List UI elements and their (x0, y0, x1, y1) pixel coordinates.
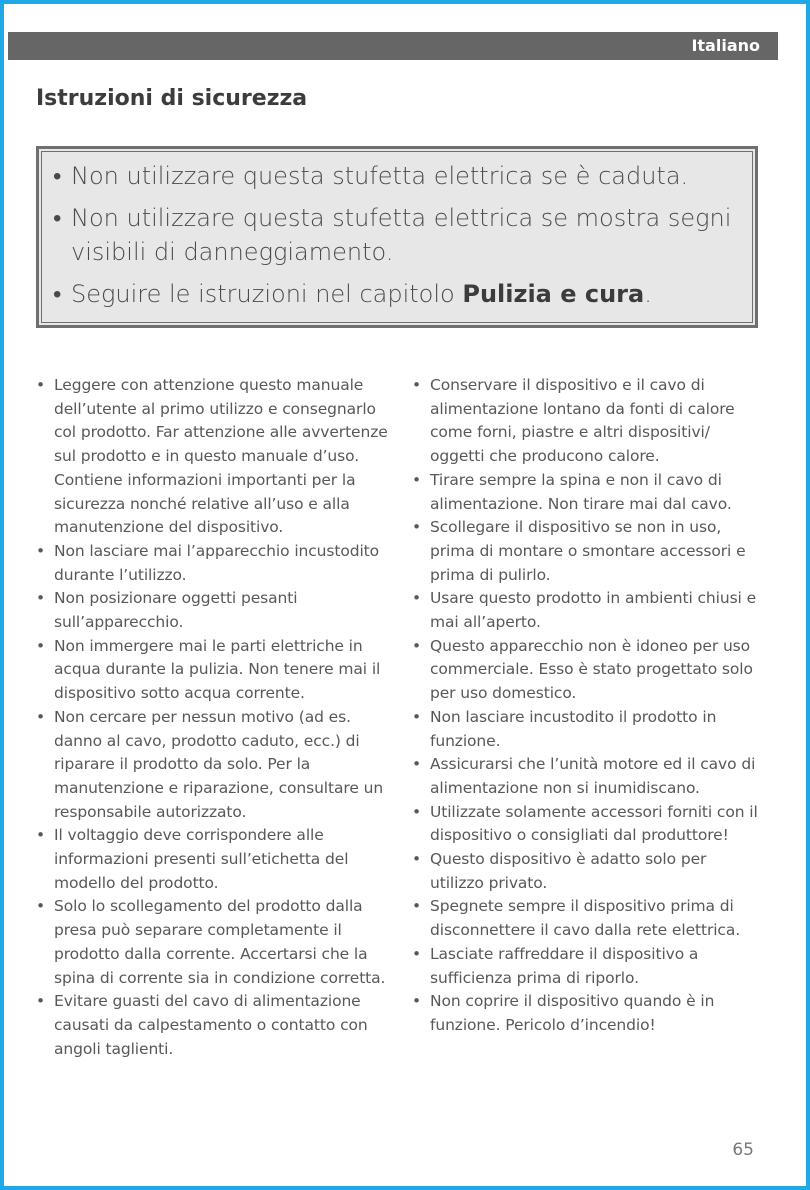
language-header-bar (8, 32, 778, 60)
warning-item (53, 277, 741, 311)
right-instruction-list (412, 374, 760, 1038)
instruction-item: • Non immergere mai le parti elettriche in acqua durante la pulizia. Non tenere mai il dispositivo sotto acqua corrente. (36, 635, 388, 706)
instruction-item: • Questo apparecchio non è idoneo per uso commerciale. Esso è stato progettato solo per uso domestico. (412, 635, 760, 706)
instruction-item: • Solo lo scollegamento del prodotto dalla presa può separare completamente il prodotto dalla corrente. Accertarsi che la spina di corrente sia in condizione corretta. (36, 895, 388, 990)
warning-list (53, 159, 741, 311)
instruction-item: • Conservare il dispositivo e il cavo di alimentazione lontano da fonti di calore come forni, piastre e altri dispositivi/ oggetti che producono calore. (412, 374, 760, 469)
instruction-item: • Spegnete sempre il dispositivo prima di disconnettere il cavo dalla rete elettrica. (412, 895, 760, 942)
instruction-item: • Non lasciare incustodito il prodotto in funzione. (412, 706, 760, 753)
right-column (412, 374, 760, 1038)
warning-text: Seguire le istruzioni nel capitolo (71, 280, 463, 308)
chapter-reference: Pulizia e cura (462, 280, 645, 308)
instruction-item: • Scollegare il dispositivo se non in uso, prima di montare o smontare accessori e prima di pulirlo. (412, 516, 760, 587)
instruction-item: • Non cercare per nessun motivo (ad es. danno al cavo, prodotto caduto, ecc.) di riparare il prodotto da solo. Per la manutenzione e riparazione, consultare un responsabile autorizzato. (36, 706, 388, 825)
page-number: 65 (732, 1140, 754, 1160)
instruction-item: • Tirare sempre la spina e non il cavo di alimentazione. Non tirare mai dal cavo. (412, 469, 760, 516)
instruction-item: • Lasciate raffreddare il dispositivo a sufficienza prima di riporlo. (412, 943, 760, 990)
instruction-item: • Non lasciare mai l’apparecchio incustodito durante l’utilizzo. (36, 540, 388, 587)
instruction-item: • Usare questo prodotto in ambienti chiusi e mai all’aperto. (412, 587, 760, 634)
language-label: Italiano (691, 36, 760, 55)
instruction-item: • Leggere con attenzione questo manuale dell’utente al primo utilizzo e consegnarlo col prodotto. Far attenzione alle avvertenze sul prodotto e in questo manuale d’uso. Contiene informazioni importanti per la sicurezza nonché relative all’uso e alla manutenzione del dispositivo. (36, 374, 388, 540)
instruction-item: • Non coprire il dispositivo quando è in funzione. Pericolo d’incendio! (412, 990, 760, 1037)
warning-item: • Non utilizzare questa stufetta elettrica se è caduta. (53, 159, 741, 193)
instruction-item: • Evitare guasti del cavo di alimentazione causati da calpestamento o contatto con angoli taglienti. (36, 990, 388, 1061)
instruction-item: • Assicurarsi che l’unità motore ed il cavo di alimentazione non si inumidiscano. (412, 753, 760, 800)
warning-text-end: . (644, 280, 652, 308)
warning-box (36, 146, 758, 328)
instruction-item: • Questo dispositivo è adatto solo per utilizzo privato. (412, 848, 760, 895)
left-column (36, 374, 388, 1061)
instruction-item: • Utilizzate solamente accessori forniti con il dispositivo o consigliati dal produttore! (412, 801, 760, 848)
section-title: Istruzioni di sicurezza (36, 86, 308, 111)
warning-item: • Non utilizzare questa stufetta elettrica se mostra segni visibili di danneggiamento. (53, 201, 741, 269)
instruction-item: • Non posizionare oggetti pesanti sull’apparecchio. (36, 587, 388, 634)
instruction-item: • Il voltaggio deve corrispondere alle informazioni presenti sull’etichetta del modello del prodotto. (36, 824, 388, 895)
left-instruction-list (36, 374, 388, 1061)
